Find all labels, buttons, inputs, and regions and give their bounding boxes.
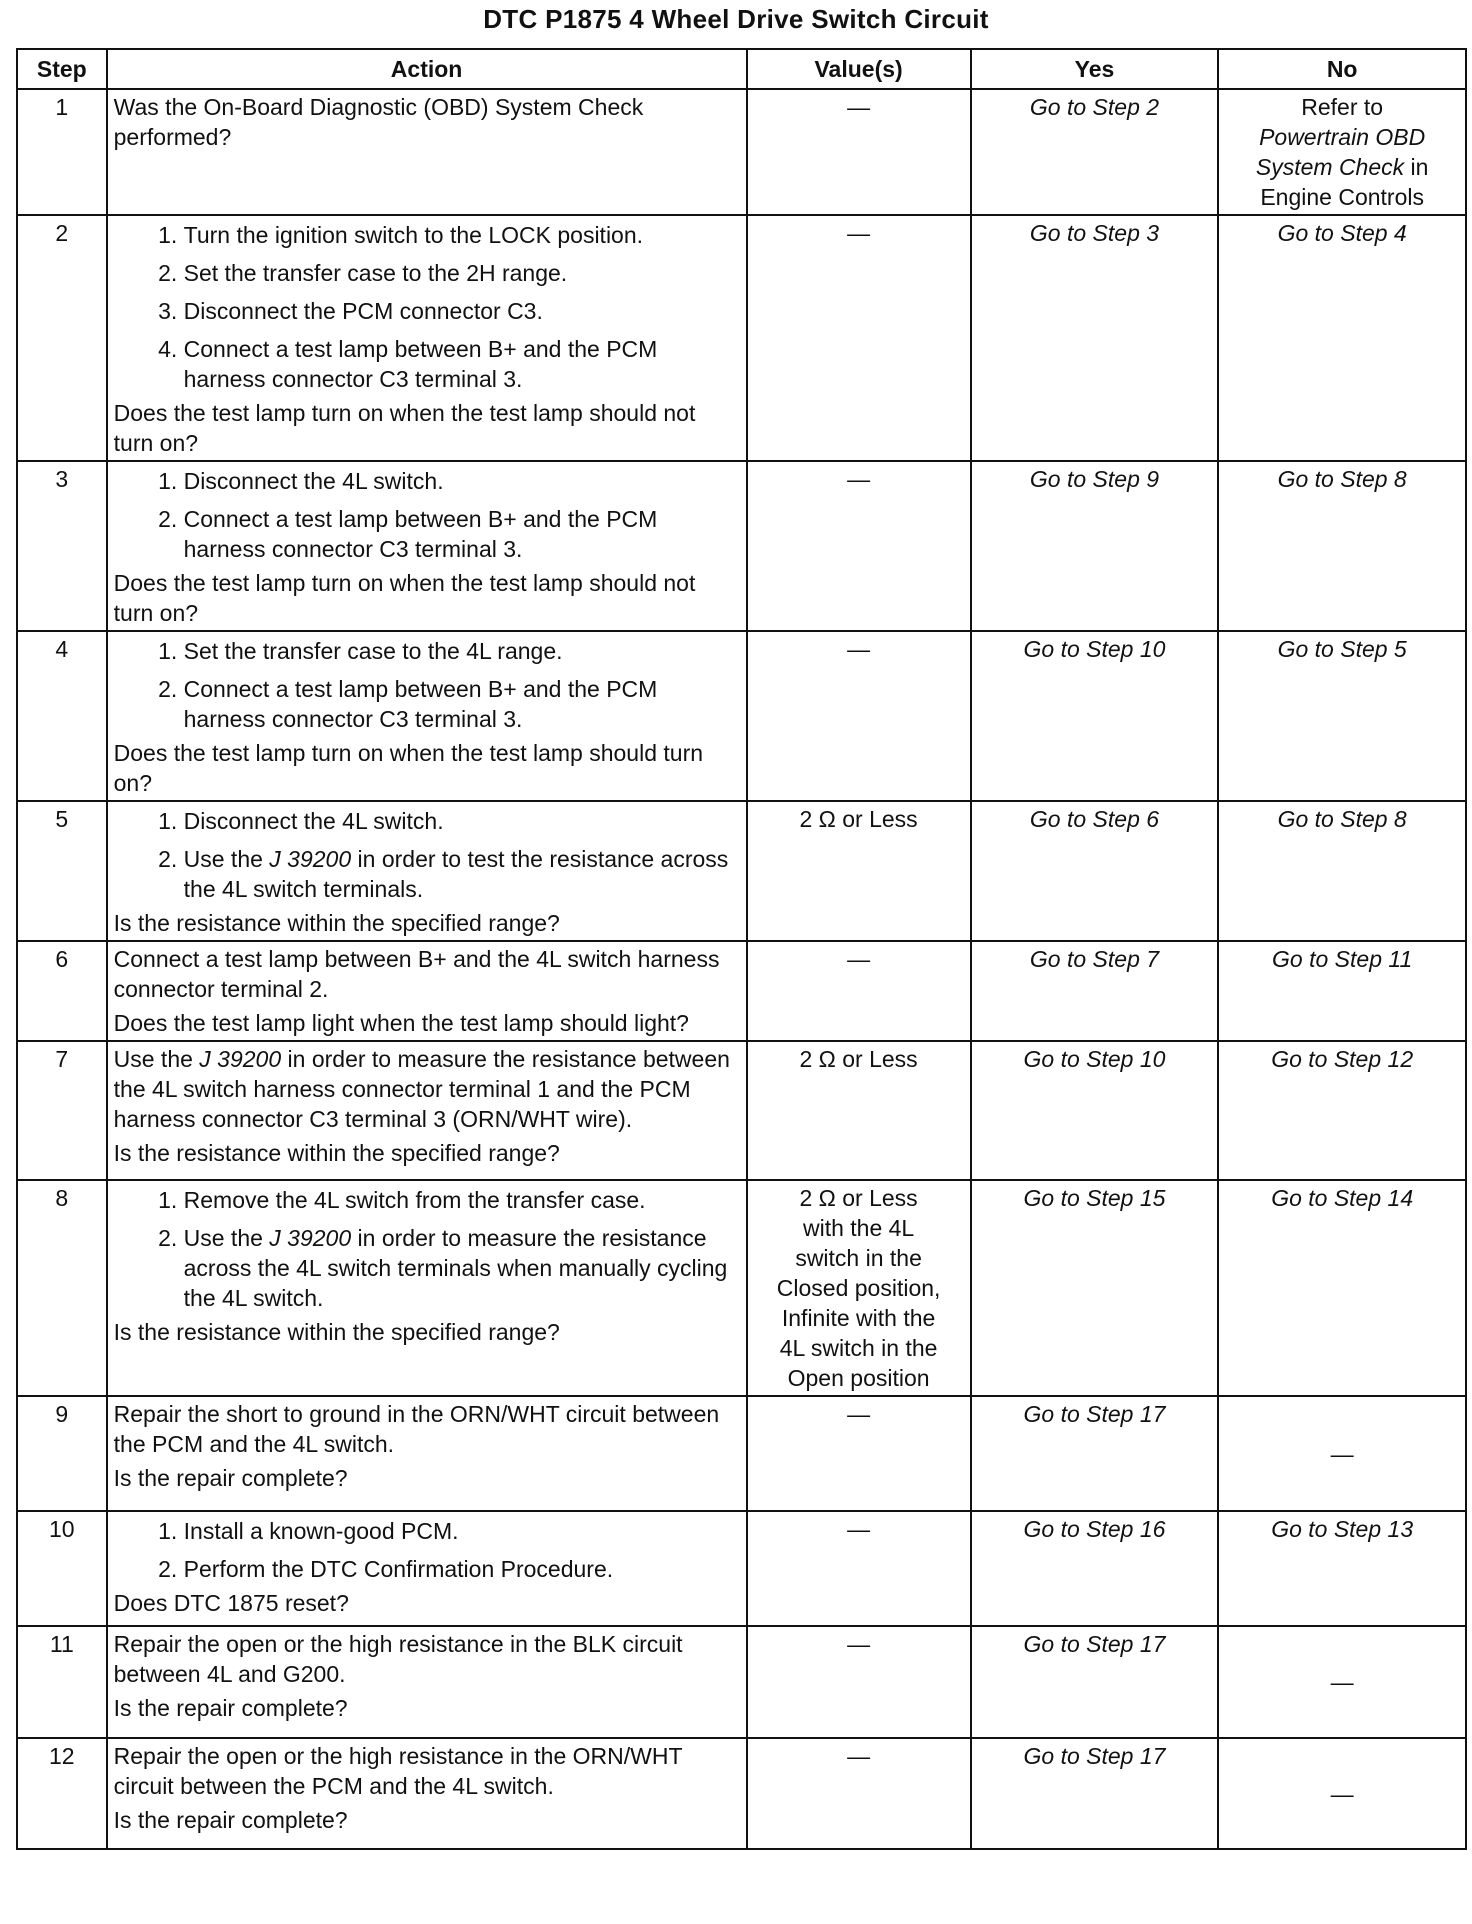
table-row [17,1180,1466,1396]
value-cell: — [747,215,971,461]
action-cell [107,941,747,1041]
yes-cell: Go to Step 10 [971,1041,1219,1180]
action-text: in order to measure the resistance across the 4L switch terminals when manually cycling the 4L switch. [183,1225,728,1311]
value-cell: — [747,1738,971,1849]
value-line: 4L switch in the [779,1335,938,1361]
value-cell: — [747,941,971,1041]
no-cell: — [1218,1626,1466,1738]
action-question: Is the repair complete? [113,1695,348,1721]
no-cell: — [1218,1396,1466,1511]
action-text: Repair the short to ground in the ORN/WHT circuit between the PCM and the 4L switch. [113,1401,720,1457]
no-cell: Go to Step 11 [1218,941,1466,1041]
action-item: 2. Perform the DTC Confirmation Procedure. [184,1554,740,1584]
step-number: 3 [17,461,107,631]
header-no: No [1218,49,1466,89]
tool-name: J 39200 [269,1225,352,1251]
no-line-tail: in [1404,154,1429,180]
action-item: 1. Disconnect the 4L switch. [184,806,740,836]
action-cell [107,1626,747,1738]
action-question: Does the test lamp light when the test lamp should light? [113,1010,689,1036]
value-cell: — [747,631,971,801]
table-row [17,941,1466,1041]
action-question: Does the test lamp turn on when the test lamp should turn on? [113,740,704,796]
action-cell [107,1041,747,1180]
table-header-row [17,49,1466,89]
action-cell [107,1180,747,1396]
action-item: 1. Remove the 4L switch from the transfer case. [184,1185,740,1215]
action-text: in order to test the resistance across the 4L switch terminals. [183,846,729,902]
table-row [17,1626,1466,1738]
table-row [17,1041,1466,1180]
yes-cell: Go to Step 2 [971,89,1219,215]
action-item: 1. Set the transfer case to the 4L range. [184,636,740,666]
action-cell [107,1511,747,1626]
step-number: 5 [17,801,107,941]
action-question: Is the repair complete? [113,1465,348,1491]
no-line-italic: System Check [1255,154,1405,180]
action-item: 1. Install a known-good PCM. [184,1516,740,1546]
tool-name: J 39200 [199,1046,282,1072]
step-number: 10 [17,1511,107,1626]
no-cell: Go to Step 5 [1218,631,1466,801]
no-line: Refer to [1301,94,1384,120]
no-cell: Go to Step 13 [1218,1511,1466,1626]
action-text-part: in order to measure the resistance between the 4L switch harness connector terminal 1 and the PCM harness connector C3 terminal 3 (ORN/WHT wire). [113,1046,730,1132]
action-list [114,1516,740,1584]
action-question: Does the test lamp turn on when the test lamp should not turn on? [113,400,696,456]
yes-cell: Go to Step 9 [971,461,1219,631]
value-line: Closed position, [776,1275,941,1301]
step-number: 11 [17,1626,107,1738]
table-row [17,1738,1466,1849]
action-list [114,466,740,564]
action-list [114,1185,740,1313]
value-cell: 2 Ω or Less [747,801,971,941]
no-line-italic: Powertrain OBD [1259,124,1426,150]
action-question: Does the test lamp turn on when the test lamp should not turn on? [113,570,696,626]
table-row [17,631,1466,801]
no-cell: Go to Step 8 [1218,461,1466,631]
action-text: Was the On-Board Diagnostic (OBD) System Check performed? [113,94,644,150]
action-item: 1. Disconnect the 4L switch. [184,466,740,496]
action-text [114,1044,740,1134]
yes-cell: Go to Step 17 [971,1738,1219,1849]
action-cell [107,1738,747,1849]
no-cell: — [1218,1738,1466,1849]
step-number: 6 [17,941,107,1041]
no-cell: Go to Step 8 [1218,801,1466,941]
diagnostic-table [16,48,1467,1850]
step-number: 1 [17,89,107,215]
step-number: 12 [17,1738,107,1849]
step-number: 8 [17,1180,107,1396]
step-number: 2 [17,215,107,461]
tool-name: J 39200 [269,846,352,872]
action-cell [107,215,747,461]
action-text: Use the [183,846,270,872]
yes-cell: Go to Step 16 [971,1511,1219,1626]
header-values: Value(s) [747,49,971,89]
yes-cell: Go to Step 17 [971,1396,1219,1511]
yes-cell: Go to Step 7 [971,941,1219,1041]
value-cell: — [747,1626,971,1738]
action-cell [107,801,747,941]
step-number: 7 [17,1041,107,1180]
table-row [17,1396,1466,1511]
value-cell: 2 Ω or Less [747,1041,971,1180]
yes-cell: Go to Step 15 [971,1180,1219,1396]
action-text: Repair the open or the high resistance in the BLK circuit between 4L and G200. [113,1631,683,1687]
action-question: Does DTC 1875 reset? [113,1590,349,1616]
action-cell [107,461,747,631]
value-line: Infinite with the [781,1305,936,1331]
no-line [1225,122,1459,152]
action-question: Is the resistance within the specified range? [113,1319,560,1345]
value-line: with the 4L [802,1215,915,1241]
value-cell: — [747,89,971,215]
action-item: 1. Turn the ignition switch to the LOCK position. [184,220,740,250]
action-cell [107,631,747,801]
no-cell [1218,89,1466,215]
no-line [1225,152,1459,182]
no-cell: Go to Step 14 [1218,1180,1466,1396]
action-text: Repair the open or the high resistance in the ORN/WHT circuit between the PCM and the 4L switch. [113,1743,683,1799]
action-item: 2. Connect a test lamp between B+ and the PCM harness connector C3 terminal 3. [184,674,740,734]
table-row [17,801,1466,941]
yes-cell: Go to Step 6 [971,801,1219,941]
table-row [17,89,1466,215]
value-line: 2 Ω or Less [799,1185,918,1211]
action-text: Connect a test lamp between B+ and the 4L switch harness connector terminal 2. [113,946,720,1002]
action-item: 2. Connect a test lamp between B+ and the PCM harness connector C3 terminal 3. [184,504,740,564]
table-row [17,461,1466,631]
action-list [114,220,740,394]
step-number: 9 [17,1396,107,1511]
action-list [114,806,740,904]
action-item [184,1223,740,1313]
no-cell: Go to Step 4 [1218,215,1466,461]
yes-cell: Go to Step 3 [971,215,1219,461]
no-cell: Go to Step 12 [1218,1041,1466,1180]
value-cell: — [747,1396,971,1511]
action-item: 3. Disconnect the PCM connector C3. [184,296,740,326]
table-row [17,1511,1466,1626]
header-action: Action [107,49,747,89]
action-cell [107,89,747,215]
value-line: Open position [787,1365,930,1391]
action-cell [107,1396,747,1511]
header-step: Step [17,49,107,89]
action-item: 4. Connect a test lamp between B+ and the PCM harness connector C3 terminal 3. [184,334,740,394]
action-question: Is the repair complete? [113,1807,348,1833]
action-item [184,844,740,904]
value-cell: — [747,461,971,631]
action-text: Use the [183,1225,270,1251]
action-question: Is the resistance within the specified range? [113,1140,560,1166]
value-cell [747,1180,971,1396]
action-question: Is the resistance within the specified range? [113,910,560,936]
page-title: DTC P1875 4 Wheel Drive Switch Circuit [483,4,989,34]
yes-cell: Go to Step 10 [971,631,1219,801]
action-item: 2. Set the transfer case to the 2H range. [184,258,740,288]
step-number: 4 [17,631,107,801]
header-yes: Yes [971,49,1219,89]
action-list [114,636,740,734]
yes-cell: Go to Step 17 [971,1626,1219,1738]
no-line: Engine Controls [1260,184,1424,210]
action-text-part: Use the [113,1046,200,1072]
value-cell: — [747,1511,971,1626]
value-line: switch in the [795,1245,922,1271]
table-row [17,215,1466,461]
